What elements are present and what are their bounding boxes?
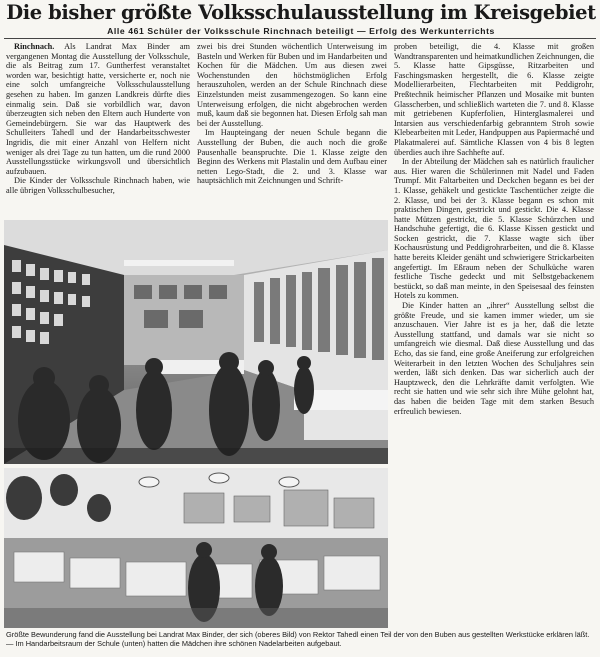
photo-needlework-room-image bbox=[4, 468, 388, 628]
paragraph: Die Kinder hatten an „ihrer“ Ausstellung selbst die größte Freude, und sie kamen immer wieder, um sie anzuschauen. Vier Jahre ist es ja her, daß die letzte Ausstellung stattfand, und damals war sie nicht so umfangreich wie diesmal. Daß diese Ausstellung und das Echo, das sie fand, eine große Aneiferung zur erfolgreichen Weiterarbeit in den letzten Wochen des Schuljahres sein werden, läßt sich denken. Das war sicherlich auch der Hauptzweck, den die Lehrkräfte damit verfolgten. Wie recht sie hatten und wie sehr sich ihre Mühe gelohnt hat, das haben die beiden Tage mit dem starken Besuch erfreulich bewiesen. bbox=[394, 301, 594, 416]
header-rule bbox=[4, 38, 596, 39]
photo-exhibition-hall bbox=[4, 220, 388, 464]
paragraph-text: Als Landrat Max Binder am vergangenen Montag die Ausstellung der Volksschule, die als Beitrag zum 17. Guntherfest veranstaltet worden war, besichtigt hatte, versicherte er, noch nie eine solch umfangreiche Volksschulausstellung gesehen zu haben. Im ganzen Landkreis dürfte dies einmalig sein. Daß sie vorbildlich war, davon überzeugten sich neben den Eltern auch Hunderte von Gemeindebürgern. Sie war das Hauptwerk des Schulleiters Tahedl und der Handarbeitsschwester Ingridis, die mit einer Anzahl von Helfern nicht weniger als drei Tage zu tun hatten, um die rund 2000 Ausstellungsstücke wirkungsvoll und übersichtlich aufzubauen. bbox=[6, 42, 190, 176]
photo-needlework-room bbox=[4, 468, 388, 628]
paragraph: zwei bis drei Stunden wöchentlich Unterweisung im Basteln und Werken für Buben und im Handarbeiten und Kochen für die Mädchen. Um aus diesen zwei Wochenstunden den höchstmöglichen Erfolg herauszuholen, werden an der Schule Rinchnach diese Einzelstunden meist zusammengezogen. So kann eine Unterweisung erfolgen, die nicht abgebrochen werden muß, kaum daß sie begonnen hat. Diesen Erfolg sah man bei der Ausstellung. bbox=[197, 42, 387, 128]
article-column-2 bbox=[197, 42, 387, 218]
article-column-3 bbox=[394, 42, 594, 602]
photo-exhibition-hall-image bbox=[4, 220, 388, 464]
article-column-1 bbox=[6, 42, 190, 212]
paragraph bbox=[6, 42, 190, 176]
paragraph: proben beteiligt, die 4. Klasse mit großen Wandtransparenten und heimatkundlichen Zeichnungen, die 5. Klasse hatte Gipsgüsse, Ritzarbeiten und Faschingsmasken hergestellt, die 6. Klasse zeigte Modellierarbeiten, Flechtarbeiten mit Peddigrohr, Preßtechnik heimischer Pflanzen und Mosaike mit bunten Glasscherben, und schließlich warteten die 7. und 8. Klasse mit getriebenen Kupferfolien, Hinterglasmalerei und Intarsien aus verschiedenfarbig gebranntem Stroh sowie Klebearbeiten mit Leder, Handpuppen aus Papiermaché und Plakatmalerei auf. Sämtliche Klassen von 4 bis 8 legten überdies auch ihre Sachhefte auf. bbox=[394, 42, 594, 157]
headline: Die bisher größte Volksschulausstellung im Kreisgebiet bbox=[6, 1, 596, 24]
photo-caption: Größte Bewunderung fand die Ausstellung bei Landrat Max Binder, der sich (oberes Bild) von Rektor Tahedl einen Teil der von den Buben aus gestellten Werkstücke erklären läßt. — Im Handarbeitsraum der Schule (unten) hatten die Mädchen ihre schönen Nadelarbeiten aufgebaut. bbox=[6, 631, 590, 648]
subheadline: Alle 461 Schüler der Volksschule Rinchnach beteiligt — Erfolg des Werkunterrichts bbox=[107, 26, 495, 36]
paragraph: Im Haupteingang der neuen Schule begann die Ausstellung der Buben, die auch noch die große Pausenhalle beanspruchte. Die 1. Klasse zeigte den Beginn des Werkens mit Plastalin und dem Aufbau einer netten Lego-Stadt, die 2. und 3. Klasse war hauptsächlich mit Zeichnungen und Schrift- bbox=[197, 128, 387, 186]
paragraph: In der Abteilung der Mädchen sah es natürlich fraulicher aus. Hier waren die Schülerinnen mit Nadel und Faden Trumpf. Mit Faltarbeiten und Deckchen begann es bei der 1. Klasse, gehäkelt und gestickte Taschentücher zeigte die 2. Klasse, und bei der 3. Klasse begann es schon mit praktischen Dingen, gestrickt und gestickt. Die 4. Klasse hatte Mützen gestrickt, die 5. Klasse Schürzchen und Handschuhe gefertigt, die 6. Klasse Kissen gestickt und Socken gestrickt, die 7. Klasse wagte sich über Kochausrüstung und Peddigrohrarbeiten, und die 8. Klasse hatte bereits Kleider genäht und schwierigere Strickarbeiten angefertigt. Im Eßraum neben der Schulküche waren festliche Tische gedeckt und mit Selbstgebackenem bestückt, so daß man meinte, in den Speisesaal des feinsten Hotels zu kommen. bbox=[394, 157, 594, 301]
paragraph: Die Kinder der Volksschule Rinchnach haben, wie alle übrigen Volksschulbesucher, bbox=[6, 176, 190, 195]
dateline: Rinchnach. bbox=[14, 42, 55, 51]
